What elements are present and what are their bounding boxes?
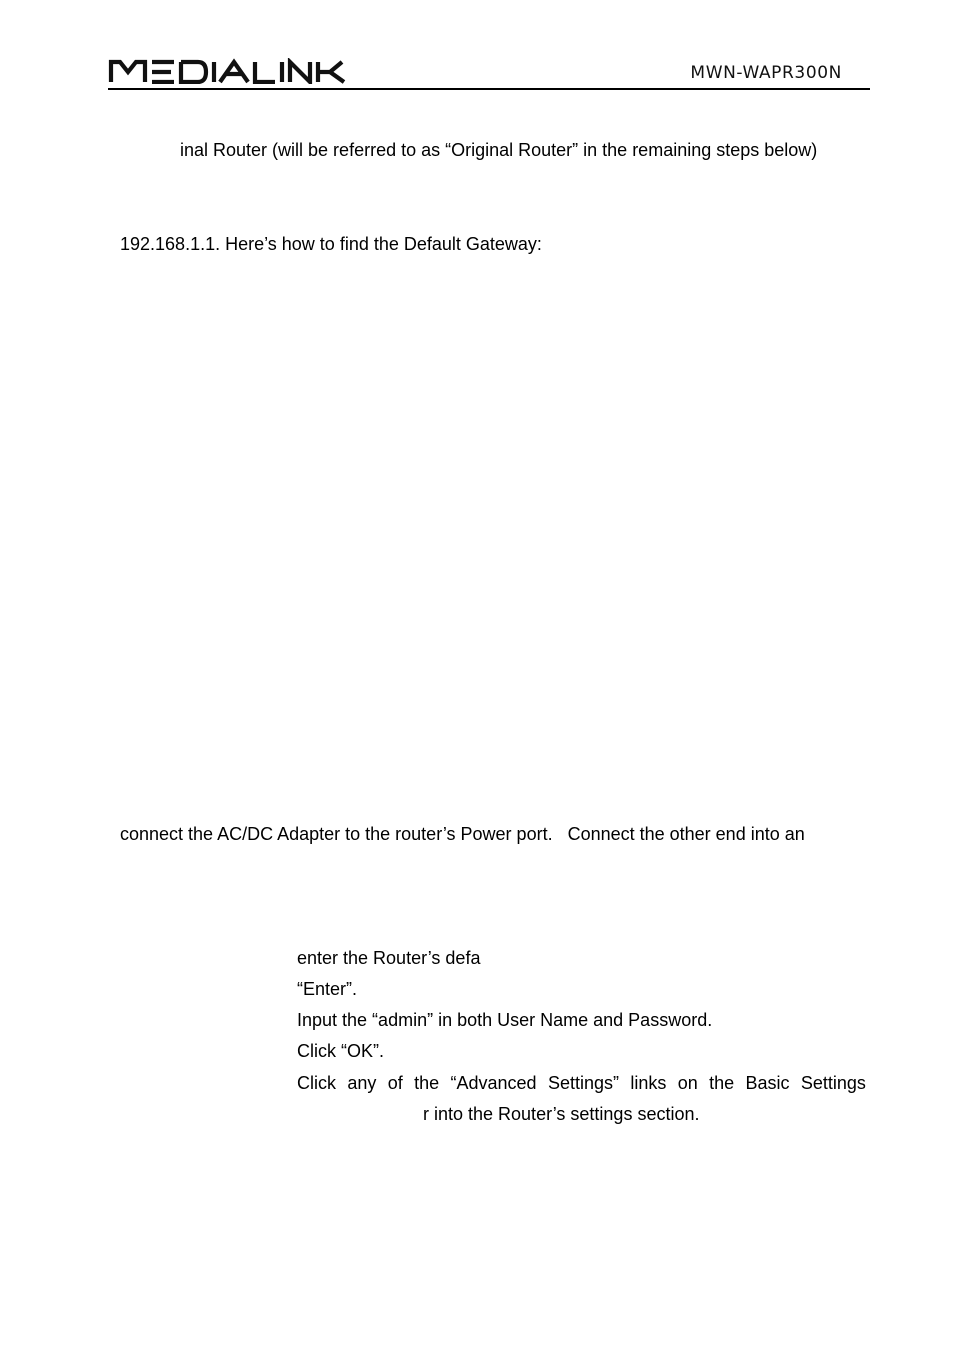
step-advanced-settings-word: Settings”: [547, 1073, 619, 1093]
paragraph-line-power-adapter: connect the AC/DC Adapter to the router’s Power port. Connect the other end into an: [120, 824, 805, 844]
step-click-ok: Click “OK”.: [297, 1041, 384, 1061]
step-advanced-settings: [297, 1072, 866, 1094]
step-advanced-settings-word: Settings: [800, 1073, 866, 1093]
step-advanced-settings-word: the: [709, 1073, 735, 1093]
paragraph-line-default-gateway: 192.168.1.1. Here’s how to find the Default Gateway:: [120, 234, 542, 254]
step-press-enter: “Enter”.: [297, 979, 358, 999]
page-header: [108, 54, 870, 90]
paragraph-line-original-router: inal Router (will be referred to as “Original Router” in the remaining steps below): [180, 140, 818, 160]
step-advanced-settings-word: “Advanced: [450, 1073, 537, 1093]
model-number: MWN-WAPR300N: [690, 63, 842, 83]
step-advanced-settings-continued: r into the Router’s settings section.: [423, 1104, 700, 1124]
step-advanced-settings-word: Basic: [745, 1073, 790, 1093]
step-advanced-settings-word: on: [677, 1073, 698, 1093]
medialink-logo: [108, 58, 372, 84]
step-advanced-settings-word: the: [414, 1073, 440, 1093]
step-advanced-settings-word: links: [630, 1073, 667, 1093]
step-advanced-settings-word: Click: [297, 1073, 336, 1093]
step-advanced-settings-word: of: [387, 1073, 403, 1093]
step-input-credentials: Input the “admin” in both User Name and Password.: [297, 1010, 713, 1030]
step-enter-address: enter the Router’s defa: [297, 948, 481, 968]
step-advanced-settings-word: any: [347, 1073, 377, 1093]
header-divider: [108, 88, 870, 90]
